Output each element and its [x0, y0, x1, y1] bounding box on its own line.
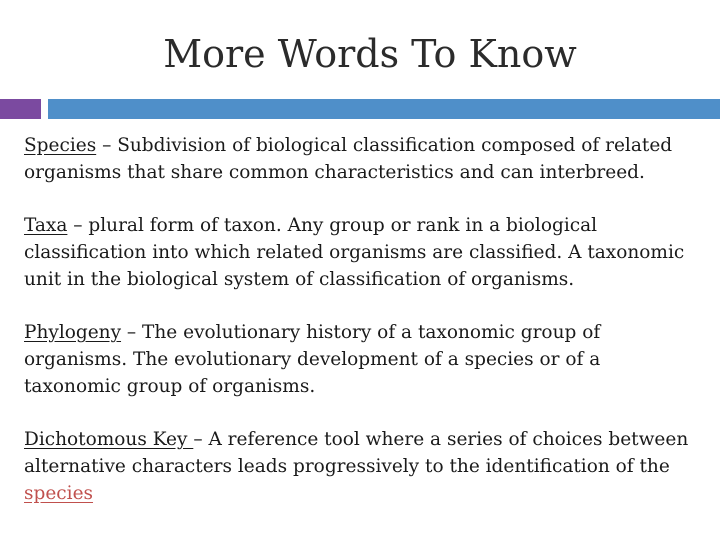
definition-phylogeny [24, 319, 696, 400]
definition-text-taxa: – plural form of taxon. Any group or rank in a biological classification into which related organisms are classified. A taxonomic unit in the biological system of classification of organisms. [24, 215, 685, 290]
term-dichotomous-key: Dichotomous Key [24, 429, 194, 450]
title-underline-bar [48, 99, 720, 119]
definition-text-species: – Subdivision of biological classification composed of related organisms that share common characteristics and can interbreed. [24, 135, 673, 183]
species-link[interactable]: species [24, 483, 94, 504]
slide-title: More Words To Know [163, 32, 577, 76]
term-species: Species [24, 135, 97, 156]
term-phylogeny: Phylogeny [24, 322, 122, 343]
definition-species [24, 132, 696, 186]
term-taxa: Taxa [24, 215, 68, 236]
definition-dichotomous-key [24, 426, 696, 507]
definition-text-dichotomous-key: – A reference tool where a series of choices between alternative characters leads progressively to the identification of the [24, 429, 689, 477]
accent-bar [0, 99, 41, 119]
definitions-list [24, 132, 696, 533]
definition-taxa [24, 212, 696, 293]
definition-text-phylogeny: – The evolutionary history of a taxonomic group of organisms. The evolutionary development of a species or of a taxonomic group of organisms. [24, 322, 601, 397]
